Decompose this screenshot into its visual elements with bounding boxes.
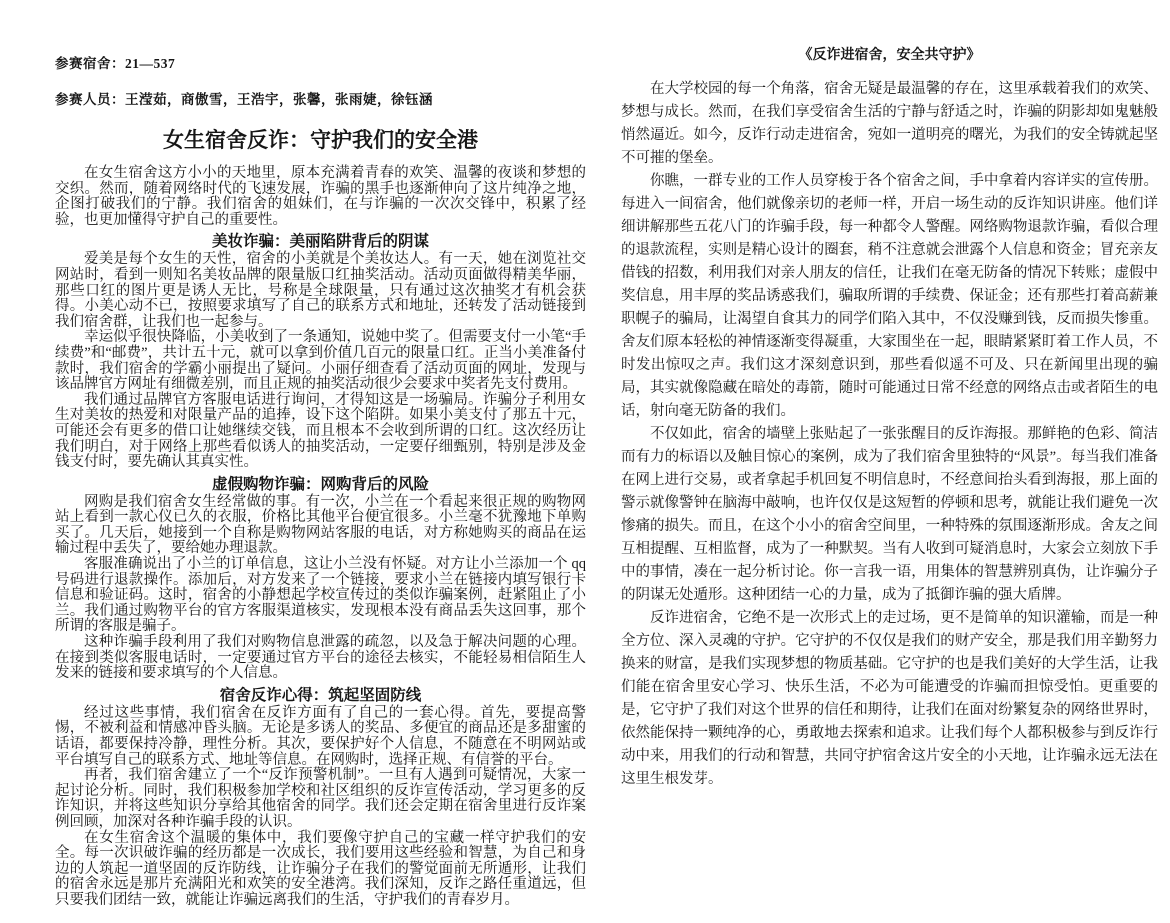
page-left — [55, 52, 586, 909]
paragraph: 客服准确说出了小兰的订单信息，这让小兰没有怀疑。对方让小兰添加一个 qq 号码进行退款操作。添加后，对方发来了一个链接，要求小兰在链接内填写银行卡信息和验证码。这时，宿舍的小静想起学校宣传过的类似诈骗案例，赶紧阻止了小兰。我们通过购物平台的官方客服渠道核实，发现根本没有商品丢失这回事，那个所谓的客服是骗子。 — [55, 556, 586, 635]
paragraph: 你瞧，一群专业的工作人员穿梭于各个宿舍之间，手中拿着内容详实的宣传册。每进入一间宿舍，他们就像亲切的老师一样，开启一场生动的反诈知识讲座。他们详细讲解那些五花八门的诈骗手段，每一种都令人警醒。网络购物退款诈骗，看似合理的退款流程，实则是精心设计的圈套，稍不注意就会泄露个人信息和资金；冒充亲友借钱的招数，利用我们对亲人朋友的信任，让我们在毫无防备的情况下转账；虚假中奖信息，用丰厚的奖品诱惑我们，骗取所谓的手续费、保证金；还有那些打着高薪兼职幌子的骗局，让渴望自食其力的同学们陷入其中，不仅没赚到钱，反而损失惨重。舍友们原本轻松的神情逐渐变得凝重，大家围坐在一起，眼睛紧紧盯着工作人员，不时发出惊叹之声。我们这才深刻意识到，那些看似遥不可及、只在新闻里出现的骗局，其实就像隐藏在暗处的毒箭，随时可能通过日常不经意的网络点击或者陌生的电话，射向毫无防备的我们。 — [621, 173, 1158, 419]
paragraph: 爱美是每个女生的天性，宿舍的小美就是个美妆达人。有一天，她在浏览社交网站时，看到一则知名美妆品牌的限量版口红抽奖活动。活动页面做得精美华丽，那些口红的图片更是诱人无比，号称是全球限量，只有通过这次抽奖才有机会获得。小美心动不已，按照要求填写了自己的联系方式和地址，还转发了活动链接到我们宿舍群，让我们也一起参与。 — [55, 251, 586, 330]
paragraph: 不仅如此，宿舍的墙壁上张贴起了一张张醒目的反诈海报。那鲜艳的色彩、简洁而有力的标语以及触目惊心的案例，成为了我们宿舍里独特的“风景”。每当我们准备在网上进行交易，或者拿起手机回复不明信息时，不经意间抬头看到海报，那上面的警示就像警钟在脑海中敲响，也许仅仅是这短暂的停顿和思考，就能让我们避免一次惨痛的损失。而且，在这个小小的宿舍空间里，一种特殊的氛围逐渐形成。舍友之间互相提醒、互相监督，成为了一种默契。当有人收到可疑消息时，大家会立刻放下手中的事情，凑在一起分析讨论。你一言我一语，用集体的智慧辨别真伪，让诈骗分子的阴谋无处遁形。这种团结一心的力量，成为了抵御诈骗的强大盾牌。 — [621, 426, 1158, 603]
section-heading-shopping-scam: 虚假购物诈骗：网购背后的风险 — [211, 475, 429, 493]
paragraph: 经过这些事情，我们宿舍在反诈方面有了自己的一套心得。首先，要提高警惕，不被利益和情感冲昏头脑。无论是多诱人的奖品、多便宜的商品还是多甜蜜的话语，都要保持冷静，理性分析。其次，要保护好个人信息，不随意在不明网站或平台填写自己的联系方式、地址等信息。在网购时，选择正规、有信誉的平台。 — [55, 704, 586, 768]
contest-dorm-line: 参赛宿舍：21—537 — [55, 56, 176, 71]
paragraph: 网购是我们宿舍女生经常做的事。有一次，小兰在一个看起来很正规的购物网站上看到一款心仪已久的衣服，价格比其他平台便宜很多。小兰毫不犹豫地下单购买了。几天后，她接到一个自称是购物网站客服的电话，对方称她购买的商品在运输过程中丢失了，要给她办理退款。 — [55, 493, 586, 557]
paragraph: 反诈进宿舍，它绝不是一次形式上的走过场，更不是简单的知识灌输，而是一种全方位、深入灵魂的守护。它守护的不仅仅是我们的财产安全，那是我们用辛勤努力换来的财富，是我们实现梦想的物质基础。它守护的也是我们美好的大学生活，让我们能在宿舍里安心学习、快乐生活，不必为可能遭受的诈骗而担惊受怕。更重要的是，它守护了我们对这个世界的信任和期待，让我们在面对纷繁复杂的网络世界时，依然能保持一颗纯净的心，勇敢地去探索和追求。让我们每个人都积极参与到反诈行动中来，用我们的行动和智慧，共同守护宿舍这片安全的小天地，让诈骗永远无法在这里生根发芽。 — [621, 610, 1158, 787]
paragraph: 幸运似乎很快降临，小美收到了一条通知，说她中奖了。但需要支付一小笔“手续费”和“邮费”，共计五十元，就可以拿到价值几百元的限量口红。正当小美准备付款时，我们宿舍的学霸小丽提出了疑问。小丽仔细查看了活动页面的网址，发现与该品牌官方网址有细微差别，而且正规的抽奖活动很少会要求中奖者先支付费用。 — [55, 329, 586, 393]
paragraph: 我们通过品牌官方客服电话进行询问，才得知这是一场骗局。诈骗分子利用女生对美妆的热爱和对限量产品的追捧，设下这个陷阱。如果小美支付了那五十元，可能还会有更多的借口让她继续交钱，而且根本不会收到所谓的口红。这次经历让我们明白，对于网络上那些看似诱人的抽奖活动，一定要仔细甄别，特别是涉及金钱支付时，要先确认其真实性。 — [55, 391, 586, 471]
section-heading-lessons: 宿舍反诈心得：筑起坚固防线 — [219, 686, 422, 704]
page-right — [621, 44, 1158, 791]
paragraph: 在女生宿舍这个温暖的集体中，我们要像守护自己的宝藏一样守护我们的安全。每一次识破诈骗的经历都是一次成长，我们要用这些经验和智慧，为自己和身边的人筑起一道坚固的反诈防线，让诈骗分子在我们的警觉面前无所遁形，让我们的宿舍永远是那片充满阳光和欢笑的安全港湾。我们深知，反诈之路任重道远，但只要我们团结一致，就能让诈骗远离我们的生活，守护我们的青春岁月。 — [55, 829, 586, 908]
paragraph: 在大学校园的每一个角落，宿舍无疑是最温馨的存在，这里承载着我们的欢笑、梦想与成长。然而，在我们享受宿舍生活的宁静与舒适之时，诈骗的阴影却如鬼魅般悄然逼近。如今，反诈行动走进宿舍，宛如一道明亮的曙光，为我们的安全铸就起坚不可摧的堡垒。 — [621, 81, 1158, 166]
paragraph: 再者，我们宿舍建立了一个“反诈预警机制”。一旦有人遇到可疑情况，大家一起讨论分析。同时，我们积极参加学校和社区组织的反诈宣传活动，学习更多的反诈知识，并将这些知识分享给其他宿舍的同学。我们还会定期在宿舍里进行反诈案例回顾，加深对各种诈骗手段的认识。 — [55, 767, 586, 830]
intro-paragraph: 在女生宿舍这方小小的天地里，原本充满着青春的欢笑、温馨的夜谈和梦想的交织。然而，随着网络时代的飞速发展，诈骗的黑手也逐渐伸向了这片纯净之地，企图打破我们的宁静。我们宿舍的姐妹们，在与诈骗的一次次交锋中，积累了经验，也更加懂得守护自己的重要性。 — [55, 165, 586, 228]
contest-members-line: 参赛人员：王滢茹，商傲雪，王浩宇，张馨，张雨婕，徐钰涵 — [55, 92, 433, 107]
paragraph: 这种诈骗手段利用了我们对购物信息泄露的疏忽，以及急于解决问题的心理。在接到类似客服电话时，一定要通过官方平台的途径去核实，不能轻易相信陌生人发来的链接和要求填写的个人信息。 — [55, 634, 586, 682]
section-heading-beauty-scam: 美妆诈骗：美丽陷阱背后的阴谋 — [211, 233, 429, 251]
right-page-title: 《反诈进宿舍，安全共守护》 — [798, 48, 981, 63]
left-page-title: 女生宿舍反诈：守护我们的安全港 — [163, 128, 478, 152]
